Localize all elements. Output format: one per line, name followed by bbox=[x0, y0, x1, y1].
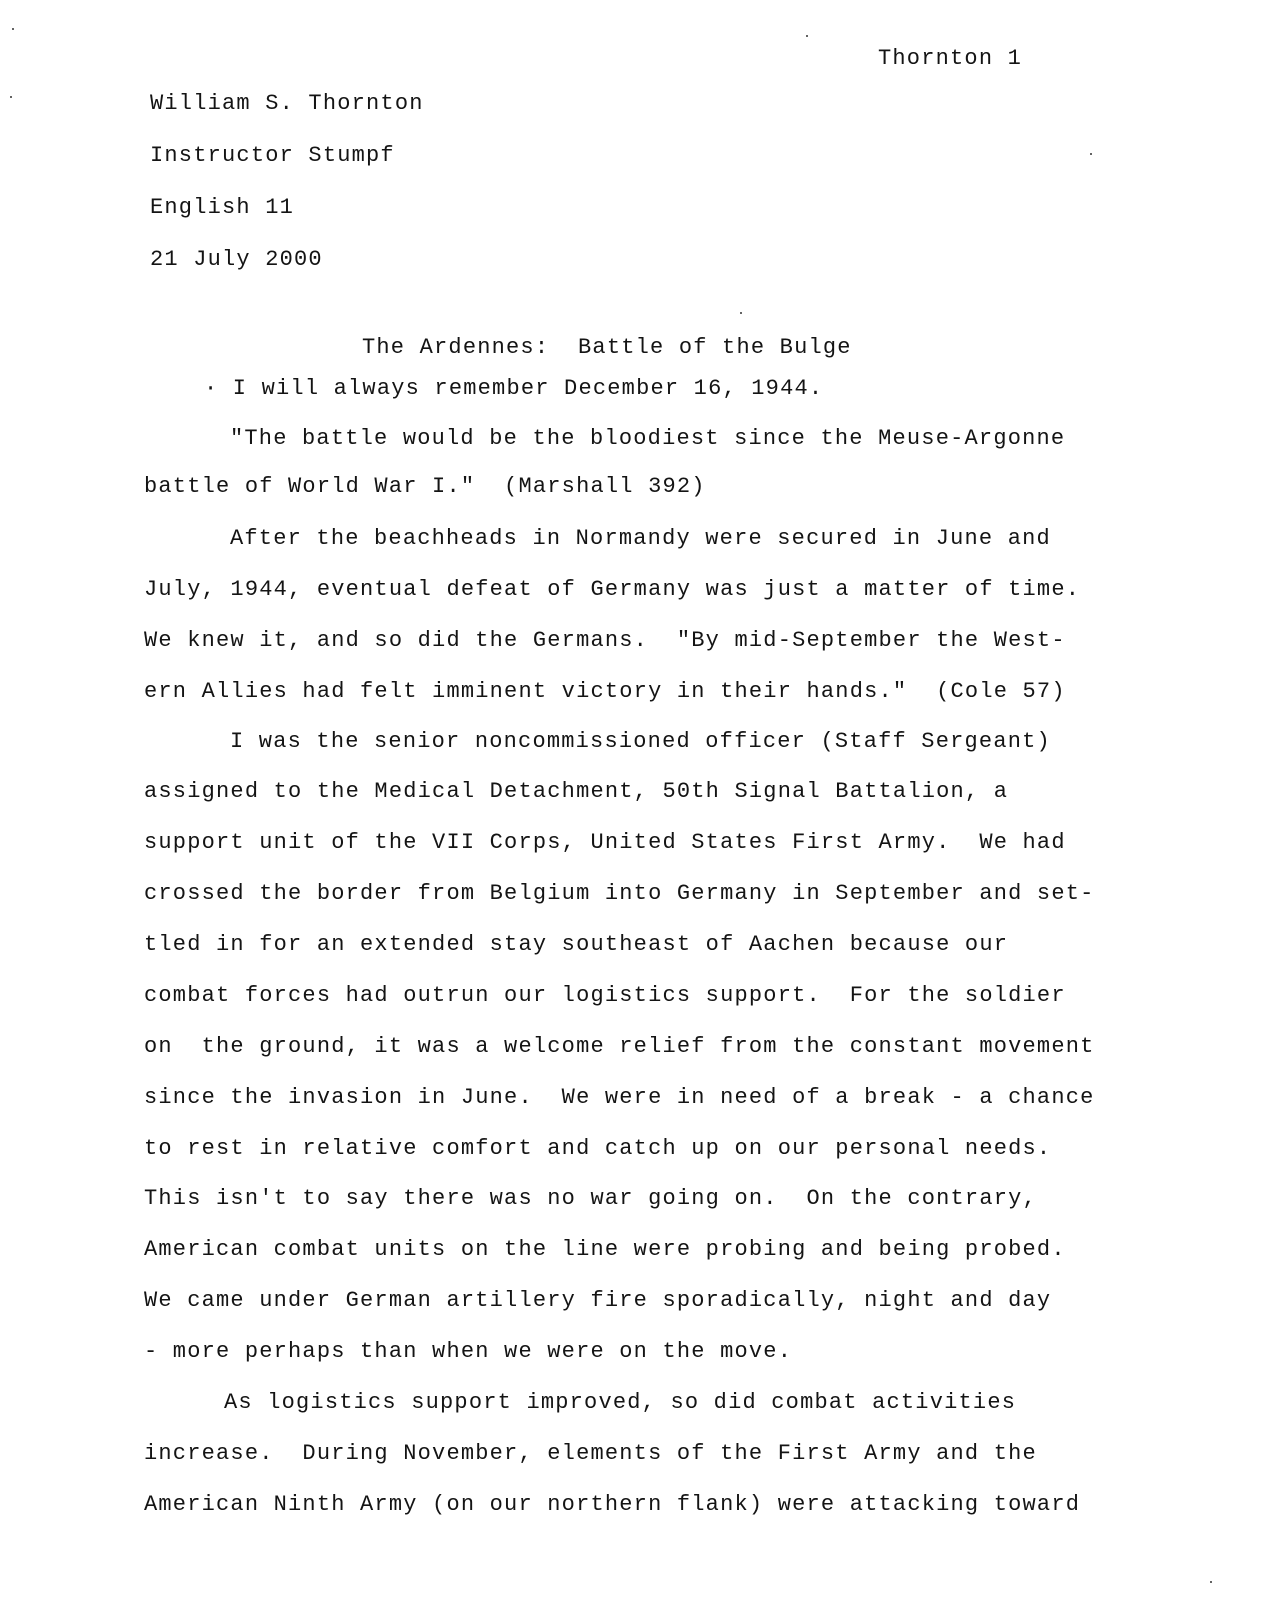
body-line: on the ground, it was a welcome relief from the constant movement bbox=[144, 1034, 1095, 1059]
body-line: American combat units on the line were probing and being probed. bbox=[144, 1237, 1066, 1262]
scan-speck bbox=[12, 28, 14, 30]
essay-title: The Ardennes: Battle of the Bulge bbox=[362, 335, 852, 360]
scan-speck bbox=[806, 35, 808, 37]
body-line: crossed the border from Belgium into Germany in September and set- bbox=[144, 881, 1095, 906]
body-line: tled in for an extended stay southeast of Aachen because our bbox=[144, 932, 1009, 957]
body-line: ern Allies had felt imminent victory in their hands." (Cole 57) bbox=[144, 679, 1066, 704]
running-header: Thornton 1 bbox=[878, 46, 1023, 71]
body-line: July, 1944, eventual defeat of Germany was just a matter of time. bbox=[144, 577, 1081, 602]
body-line: I was the senior noncommissioned officer (Staff Sergeant) bbox=[230, 729, 1051, 754]
body-line: combat forces had outrun our logistics support. For the soldier bbox=[144, 983, 1066, 1008]
body-line: This isn't to say there was no war going on. On the contrary, bbox=[144, 1186, 1037, 1211]
body-line: assigned to the Medical Detachment, 50th Signal Battalion, a bbox=[144, 779, 1009, 804]
scan-speck bbox=[740, 312, 742, 314]
body-line: We came under German artillery fire sporadically, night and day bbox=[144, 1288, 1052, 1313]
body-line: "The battle would be the bloodiest since the Meuse-Argonne bbox=[230, 426, 1066, 451]
course-name: English 11 bbox=[150, 195, 295, 220]
body-line: - more perhaps than when we were on the move. bbox=[144, 1339, 793, 1364]
scan-speck bbox=[1210, 1581, 1212, 1583]
body-line: American Ninth Army (on our northern flank) were attacking toward bbox=[144, 1492, 1081, 1517]
body-line: As logistics support improved, so did combat activities bbox=[224, 1390, 1017, 1415]
body-line: battle of World War I." (Marshall 392) bbox=[144, 474, 706, 499]
scan-speck bbox=[10, 96, 12, 98]
scan-speck bbox=[1090, 153, 1092, 155]
body-line: After the beachheads in Normandy were secured in June and bbox=[230, 526, 1051, 551]
instructor-name: Instructor Stumpf bbox=[150, 143, 395, 168]
document-date: 21 July 2000 bbox=[150, 247, 323, 272]
body-line: support unit of the VII Corps, United States First Army. We had bbox=[144, 830, 1066, 855]
body-line: to rest in relative comfort and catch up on our personal needs. bbox=[144, 1136, 1052, 1161]
body-line: · I will always remember December 16, 1944. bbox=[204, 376, 824, 401]
body-line: since the invasion in June. We were in need of a break - a chance bbox=[144, 1085, 1095, 1110]
author-name: William S. Thornton bbox=[150, 91, 424, 116]
body-line: increase. During November, elements of the First Army and the bbox=[144, 1441, 1037, 1466]
body-line: We knew it, and so did the Germans. "By mid-September the West- bbox=[144, 628, 1066, 653]
